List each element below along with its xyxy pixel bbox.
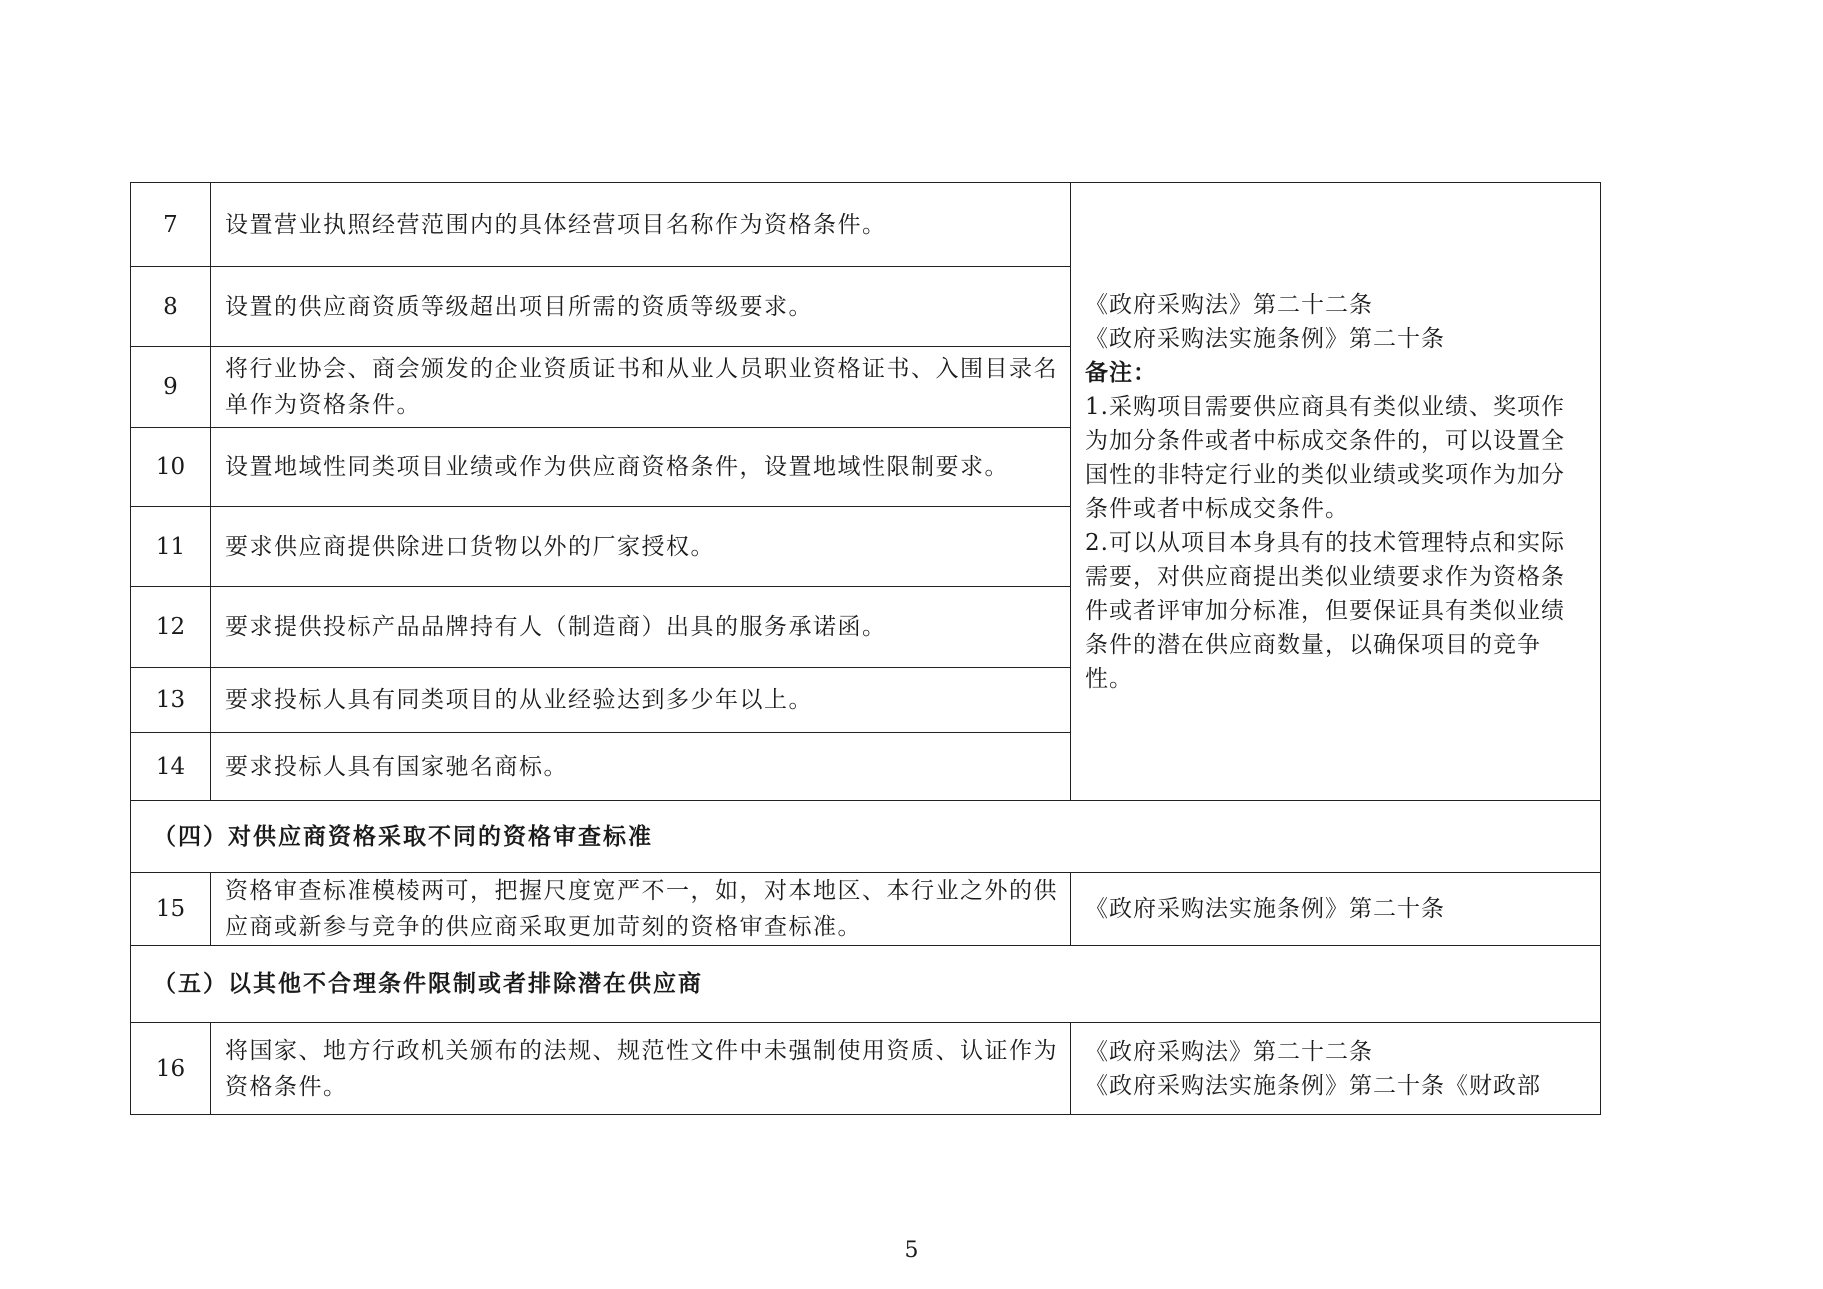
row-text: 资格审查标准模棱两可，把握尺度宽严不一，如，对本地区、本行业之外的供应商或新参与竞争的供应商采取更加苛刻的资格审查标准。 bbox=[211, 873, 1071, 946]
row-text: 设置地域性同类项目业绩或作为供应商资格条件，设置地域性限制要求。 bbox=[211, 428, 1071, 507]
row-number: 12 bbox=[131, 587, 211, 668]
page-number: 5 bbox=[904, 1238, 919, 1263]
basis-line: 《政府采购法实施条例》第二十条 bbox=[1085, 326, 1445, 352]
row-text: 设置营业执照经营范围内的具体经营项目名称作为资格条件。 bbox=[211, 183, 1071, 267]
notes-label: 备注： bbox=[1085, 359, 1157, 386]
section-heading: （五）以其他不合理条件限制或者排除潜在供应商 bbox=[131, 946, 1601, 1023]
row-number: 8 bbox=[131, 267, 211, 347]
table-row bbox=[131, 1023, 1601, 1115]
row-text: 将行业协会、商会颁发的企业资质证书和从业人员职业资格证书、入围目录名单作为资格条件。 bbox=[211, 347, 1071, 428]
basis-line: 《政府采购法》第二十二条 bbox=[1085, 1038, 1373, 1065]
row-text: 要求提供投标产品品牌持有人（制造商）出具的服务承诺函。 bbox=[211, 587, 1071, 668]
row-number: 13 bbox=[131, 668, 211, 733]
note-item: 2.可以从项目本身具有的技术管理特点和实际需要，对供应商提出类似业绩要求作为资格条件或者评审加分标准，但要保证具有类似业绩条件的潜在供应商数量，以确保项目的竞争性。 bbox=[1085, 530, 1565, 692]
row-text: 要求投标人具有同类项目的从业经验达到多少年以上。 bbox=[211, 668, 1071, 733]
note-item: 1.采购项目需要供应商具有类似业绩、奖项作为加分条件或者中标成交条件的，可以设置全国性的非特定行业的类似业绩或奖项作为加分条件或者中标成交条件。 bbox=[1085, 394, 1565, 522]
row-number: 15 bbox=[131, 873, 211, 946]
row-number: 10 bbox=[131, 428, 211, 507]
basis-line: 《政府采购法》第二十二条 bbox=[1085, 292, 1373, 318]
row-number: 16 bbox=[131, 1023, 211, 1115]
row-number: 7 bbox=[131, 183, 211, 267]
legal-basis-cell bbox=[1071, 183, 1601, 801]
row-text: 要求供应商提供除进口货物以外的厂家授权。 bbox=[211, 507, 1071, 587]
row-number: 9 bbox=[131, 347, 211, 428]
requirements-table bbox=[130, 182, 1601, 1115]
row-number: 14 bbox=[131, 733, 211, 801]
row-number: 11 bbox=[131, 507, 211, 587]
section-header-row bbox=[131, 946, 1601, 1023]
table-row bbox=[131, 183, 1601, 267]
row-text: 将国家、地方行政机关颁布的法规、规范性文件中未强制使用资质、认证作为资格条件。 bbox=[211, 1023, 1071, 1115]
section-heading: （四）对供应商资格采取不同的资格审查标准 bbox=[131, 801, 1601, 873]
row-text: 设置的供应商资质等级超出项目所需的资质等级要求。 bbox=[211, 267, 1071, 347]
legal-basis-cell bbox=[1071, 1023, 1601, 1115]
legal-basis-cell: 《政府采购法实施条例》第二十条 bbox=[1071, 873, 1601, 946]
row-text: 要求投标人具有国家驰名商标。 bbox=[211, 733, 1071, 801]
table-row bbox=[131, 873, 1601, 946]
section-header-row bbox=[131, 801, 1601, 873]
basis-line: 《政府采购法实施条例》第二十条《财政部 bbox=[1085, 1072, 1541, 1099]
